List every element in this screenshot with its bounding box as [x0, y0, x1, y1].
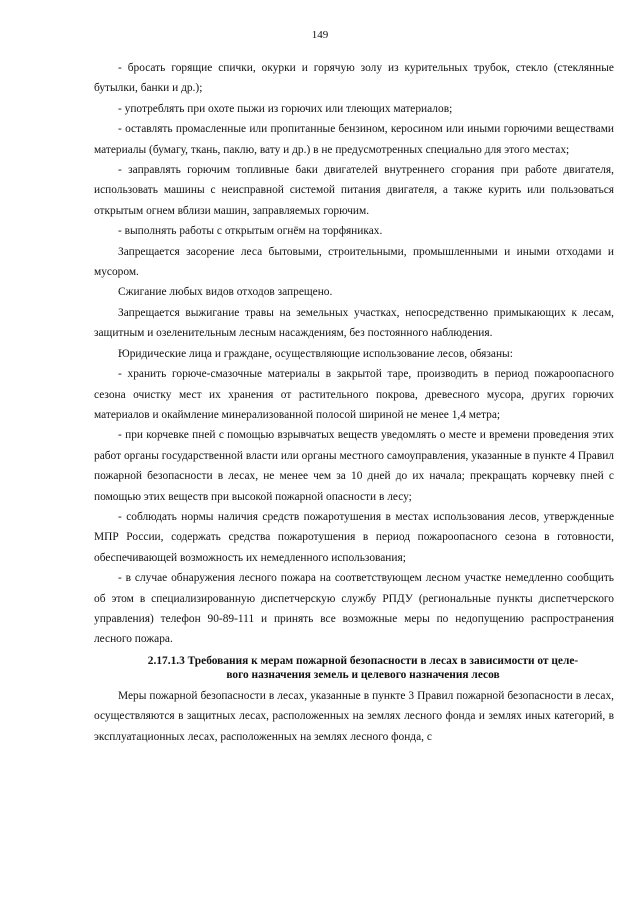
section-heading-line-2: вого назначения земель и целевого назначения лесов [226, 668, 500, 681]
paragraph-fire-reporting: - в случае обнаружения лесного пожара на соответствующем лесном участке немедленно сообщить об этом в специализированную диспетчерскую службу РПДУ (региональные пункты диспетчерского управления) телефон 90-89-111 и принять все возможные меры по недопущению распространения лесного пожара. [94, 572, 614, 646]
paragraph-fuel-storage: - хранить горюче-смазочные материалы в закрытой таре, производить в период пожароопасного сезона очистку мест их хранения от растительного покрова, древесного мусора, других горючих материалов и окаймление минерализованной полосой шириной не менее 1,4 метра; [94, 368, 614, 421]
paragraph-no-waste-burning: Сжигание любых видов отходов запрещено. [118, 286, 333, 299]
paragraph-no-burning-matches: - бросать горящие спички, окурки и горячую золу из курительных трубок, стекло (стеклянные бутылки, банки и др.); [94, 62, 614, 95]
paragraph-no-refueling-running-engine: - заправлять горючим топливные баки двигателей внутреннего сгорания при работе двигателя, использовать машины с неисправной системой питания двигателя, а также курить или пользоваться открытым огнем вблизи машин, заправляемых горючим. [94, 164, 614, 217]
section-heading-line-1: 2.17.1.3 Требования к мерам пожарной безопасности в лесах в зависимости от целе- [147, 654, 579, 667]
paragraph-no-open-fire-peat: - выполнять работы с открытым огнём на торфяниках. [118, 225, 383, 238]
paragraph-obligations-intro: Юридические лица и граждане, осуществляющие использование лесов, обязаны: [118, 347, 513, 360]
paragraph-no-littering: Запрещается засорение леса бытовыми, строительными, промышленными и иными отходами и мусором. [94, 245, 614, 279]
page-number: 149 [311, 29, 329, 41]
paragraph-no-grass-burning: Запрещается выжигание травы на земельных участках, непосредственно примыкающих к лесам, защитным и озеленительным лесным насаждениям, без постоянного наблюдения. [94, 306, 614, 340]
section-heading [94, 654, 614, 682]
paragraph-no-oily-materials: - оставлять промасленные или пропитанные бензином, керосином или иными горючими веществами материалы (бумагу, ткань, паклю, вату и др.) в не предусмотренных специально для этого местах; [94, 123, 614, 156]
paragraph-firefighting-equipment: - соблюдать нормы наличия средств пожаротушения в местах использования лесов, утвержденные МПР России, содержать средства пожаротушения в период пожароопасного сезона в готовности, обеспечивающей возможность их немедленного использования; [94, 510, 614, 564]
paragraph-stump-blasting: - при корчевке пней с помощью взрывчатых веществ уведомлять о месте и времени проведения этих работ органы государственной власти или органы местного самоуправления, указанные в пункте 4 Правил пожарной безопасности в лесах, не менее чем за 10 дней до их начала; прекращать корчевку пней с помощью этих веществ при высокой пожарной опасности в лесу; [94, 429, 614, 503]
section-paragraph: Меры пожарной безопасности в лесах, указанные в пункте 3 Правил пожарной безопасности в лесах, осуществляются в защитных лесах, расположенных на землях лесного фонда и землях иных категорий, в эксплуатационных лесах, расположенных на землях лесного фонда, с [94, 689, 614, 743]
page-body [94, 58, 614, 747]
paragraph-no-smoldering-wads: - употреблять при охоте пыжи из горючих или тлеющих материалов; [118, 102, 453, 115]
